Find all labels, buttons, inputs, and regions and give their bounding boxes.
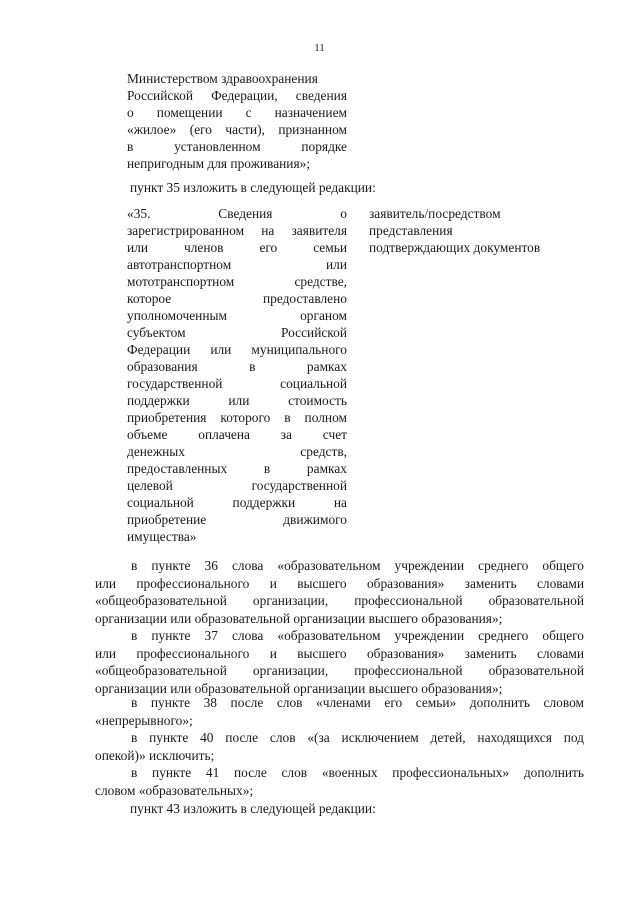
text-line: или профессионального и высшего образования» заменить словами — [95, 575, 584, 591]
text-line: поддержки или стоимость — [127, 393, 347, 408]
text-line: предоставленных в рамках — [127, 461, 347, 476]
paragraph-item36 — [95, 557, 584, 627]
text-line: опекой)» исключить; — [95, 747, 215, 763]
text-line: «общеобразовательной организации, профессиональной образовательной — [95, 663, 584, 679]
text-line: «общеобразовательной организации, профессиональной образовательной — [95, 593, 584, 609]
text-line: организации или образовательной организации высшего образования»; — [95, 680, 503, 696]
text-line: в пункте 38 после слов «членами его семьи» дополнить словом — [131, 695, 584, 710]
item43-intro: пункт 43 изложить в следующей редакции: — [130, 801, 376, 816]
text-line: в пункте 40 после слов «(за исключением детей, находящихся под — [131, 730, 584, 745]
text-line: организации или образовательной организации высшего образования»; — [95, 610, 503, 626]
text-line: денежных средств, — [127, 444, 347, 459]
item35-source-cell — [369, 205, 619, 256]
page-number: 11 — [314, 42, 325, 54]
text-line: непригодным для проживания»; — [127, 156, 311, 171]
text-line: приобретение движимого — [127, 512, 347, 527]
paragraph-item38 — [95, 694, 584, 729]
text-line: зарегистрированном на заявителя — [127, 223, 347, 238]
text-line: целевой государственной — [127, 478, 347, 493]
text-line: объеме оплачена за счет — [127, 427, 347, 442]
text-line: словом «образовательных»; — [95, 782, 254, 798]
text-line: или членов его семьи — [127, 240, 347, 255]
text-line: субъектом Российской — [127, 325, 347, 340]
text-line: заявитель/посредством — [369, 206, 501, 221]
text-line: Российской Федерации, сведения — [127, 88, 347, 103]
text-line: или профессионального и высшего образования» заменить словами — [95, 645, 584, 661]
text-line: «жилое» (его части), признанном — [127, 122, 347, 137]
text-line: в установленном порядке — [127, 139, 347, 154]
text-line: в пункте 36 слова «образовательном учреждении среднего общего — [131, 558, 584, 573]
paragraph-item40 — [95, 729, 584, 764]
text-line: автотранспортном или — [127, 257, 347, 272]
item35-description-cell — [127, 205, 347, 545]
item35-intro: пункт 35 изложить в следующей редакции: — [130, 180, 376, 195]
text-line: социальной поддержки на — [127, 495, 347, 510]
text-line: «35. Сведения о — [127, 206, 347, 221]
text-line: Министерством здравоохранения — [127, 71, 318, 86]
text-line: «непрерывного»; — [95, 712, 193, 728]
text-line: имущества» — [127, 529, 197, 544]
text-line: представления — [369, 223, 453, 238]
text-line: подтверждающих документов — [369, 240, 541, 255]
previous-item-cell — [127, 70, 347, 172]
text-line: в пункте 41 после слов «военных профессиональных» дополнить — [131, 765, 584, 780]
text-line: приобретения которого в полном — [127, 410, 347, 425]
text-line: о помещении с назначением — [127, 105, 347, 120]
text-line: уполномоченным органом — [127, 308, 347, 323]
text-line: мототранспортном средстве, — [127, 274, 347, 289]
text-line: образования в рамках — [127, 359, 347, 374]
paragraph-item37 — [95, 627, 584, 697]
text-line: государственной социальной — [127, 376, 347, 391]
text-line: которое предоставлено — [127, 291, 347, 306]
text-line: Федерации или муниципального — [127, 342, 347, 357]
text-line: в пункте 37 слова «образовательном учреждении среднего общего — [131, 628, 584, 643]
paragraph-item41 — [95, 764, 584, 799]
